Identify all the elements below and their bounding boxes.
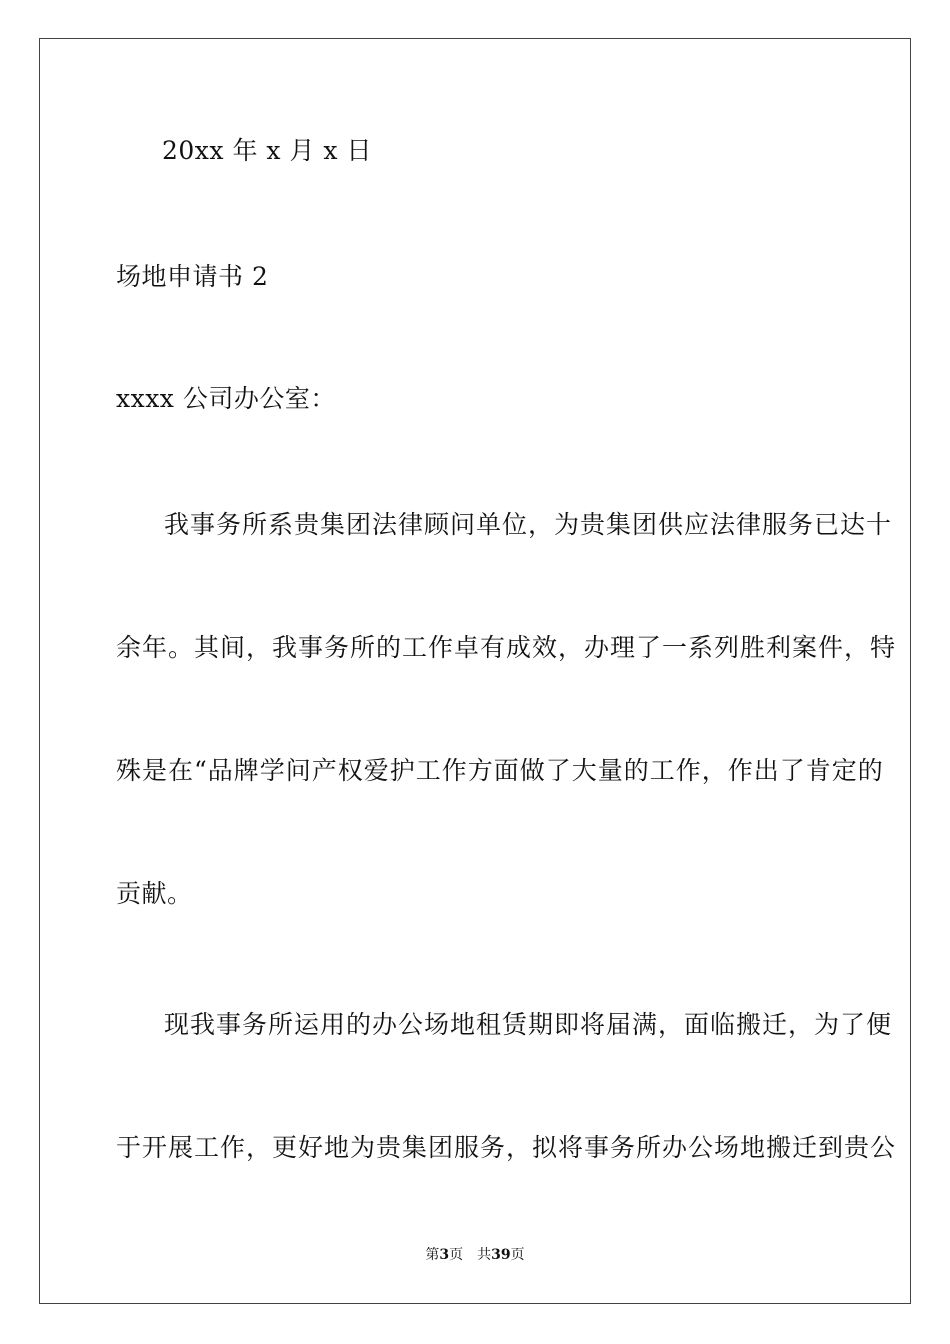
page-footer [0,1246,950,1264]
paragraph-2-line-2: 于开展工作，更好地为贵集团服务，拟将事务所办公场地搬迁到贵公 [116,1133,897,1162]
page-number: 3 [439,1247,450,1263]
paragraph-1-line-2: 余年。其间，我事务所的工作卓有成效，办理了一系列胜利案件，特 [116,633,897,662]
paragraph-2-line-1: 现我事务所运用的办公场地租赁期即将届满，面临搬迁，为了便 [164,1010,893,1039]
paragraph-1-line-3: 殊是在“品牌学问产权爱护工作方面做了大量的工作，作出了肯定的 [116,756,884,785]
total-prefix: 共 [477,1247,492,1263]
page-suffix: 页 [449,1247,464,1263]
total-suffix: 页 [510,1247,525,1263]
recipient-line: xxxx 公司办公室： [116,384,336,413]
page-prefix: 第 [425,1247,440,1263]
paragraph-1-line-1: 我事务所系贵集团法律顾问单位，为贵集团供应法律服务已达十 [164,510,893,539]
date-line: 20xx 年 x 月 x 日 [162,136,372,165]
paragraph-1-line-4: 贡献。 [116,879,193,908]
page-frame [39,38,911,1304]
total-pages: 39 [491,1247,511,1263]
document-heading: 场地申请书 2 [116,262,269,291]
